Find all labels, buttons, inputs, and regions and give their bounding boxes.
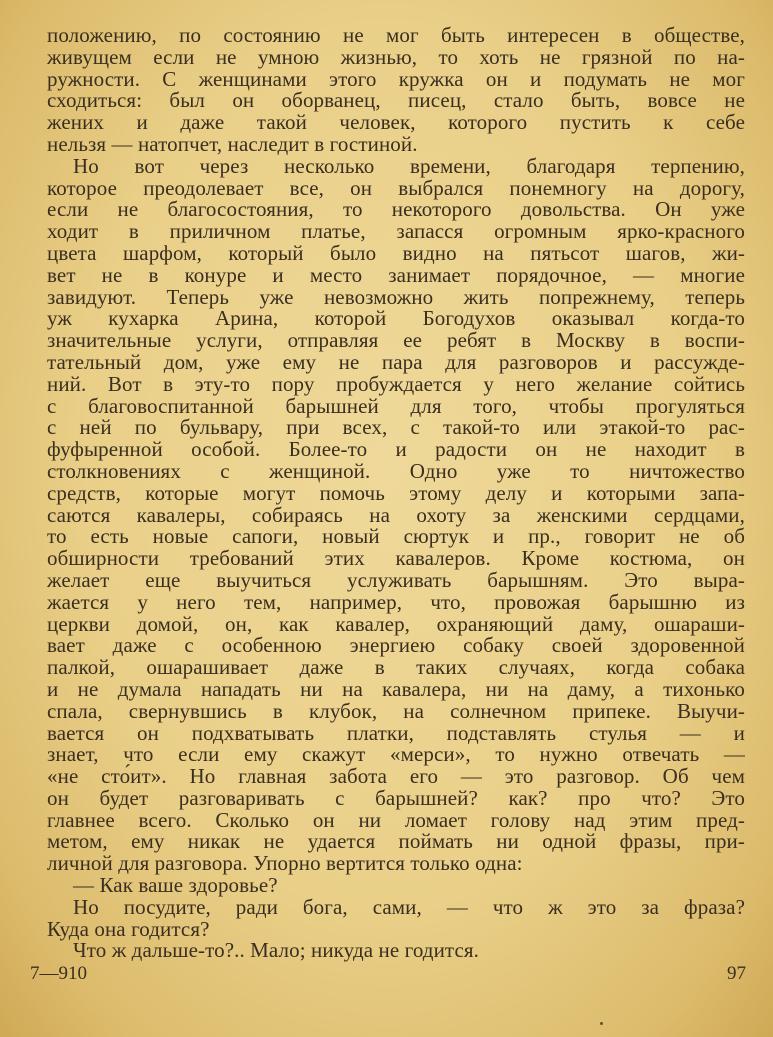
- page-body-text: [47, 25, 745, 962]
- text-line: он будет разговаривать с барышней? как? про что? Это: [47, 785, 745, 810]
- text-line: ходит в приличном платье, запасся огромным ярко-красного: [47, 219, 745, 244]
- text-line: которое преодолевает все, он выбрался понемногу на дорогу,: [47, 175, 745, 200]
- text-line: обширности требований этих кавалеров. Кроме костюма, он: [47, 546, 745, 571]
- text-line: живущем если не умною жизнью, то хоть не грязной по на-: [47, 44, 745, 69]
- text-line: жених и даже такой человек, которого пустить к себе: [47, 110, 745, 135]
- text-line: ний. Вот в эту-то пору пробуждается у него желание сойтись: [47, 371, 745, 396]
- text-line: с благовоспитанной барышней для того, чтобы прогуляться: [47, 393, 745, 418]
- text-line: вается он подхватывать платки, подставлять стулья — и: [47, 720, 745, 745]
- text-line: положению, по состоянию не мог быть интересен в обществе,: [47, 23, 745, 47]
- text-line: знает, что если ему скажут «мерси», то нужно отвечать —: [47, 742, 745, 767]
- text-line: главнее всего. Сколько он ни ломает голову над этим пред-: [47, 807, 745, 832]
- text-line: то есть новые сапоги, новый сюртук и пр., говорит не об: [47, 524, 745, 549]
- paper-speck: [600, 1022, 603, 1025]
- text-line: ружности. С женщинами этого кружка он и подумать не мог: [47, 66, 745, 91]
- text-line: завидуют. Теперь уже невозможно жить попрежнему, теперь: [47, 284, 745, 309]
- text-line: с ней по бульвару, при всех, с такой-то или этакой-то рас-: [47, 415, 745, 440]
- text-line: жается у него тем, например, что, провожая барышню из: [47, 589, 745, 614]
- text-line: «не сто́ит». Но главная забота его — это разговор. Об чем: [47, 764, 745, 789]
- text-line: желает еще выучиться услуживать барышням. Это выра-: [47, 567, 745, 592]
- text-line: сходиться: был он оборванец, писец, стало быть, вовсе не: [47, 88, 745, 113]
- text-line: уж кухарка Арина, которой Богодухов оказывал когда-то: [47, 306, 745, 331]
- text-line: саются кавалеры, собираясь на охоту за женскими сердцами,: [47, 502, 745, 527]
- text-line: столкновениях с женщиной. Одно уже то ничтожество: [47, 458, 745, 483]
- text-line: Но вот через несколько времени, благодаря терпению,: [73, 153, 745, 178]
- text-line: вет не в конуре и место занимает порядочное, — многие: [47, 262, 745, 287]
- text-line: фуфыренной особой. Более-то и радости он не находит в: [47, 437, 745, 462]
- text-line: тательный дом, уже ему не пара для разговоров и рассужде-: [47, 349, 745, 374]
- text-line: Но посудите, ради бога, сами, — что ж это за фраза?: [73, 894, 745, 919]
- text-line: церкви домой, он, как кавалер, охраняющий даму, ошараши-: [47, 611, 745, 636]
- text-line: Что ж дальше-то?.. Мало; никуда не годится.: [73, 938, 479, 963]
- text-line: нельзя — натопчет, наследит в гостиной.: [47, 131, 418, 156]
- page-number: 97: [727, 963, 746, 984]
- text-line: — Как ваше здоровье?: [73, 873, 278, 898]
- text-line: метом, ему никак не удается поймать ни одной фразы, при-: [47, 829, 745, 854]
- text-line: и не думала нападать ни на кавалера, ни на даму, а тихонько: [47, 676, 745, 701]
- text-line: вает даже с особенною энергиею собаку своей здоровенной: [47, 633, 745, 658]
- text-line: значительные услуги, отправляя ее ребят в Москву в воспи-: [47, 328, 745, 353]
- text-line: средств, которые могут помочь этому делу и которыми запа-: [47, 480, 745, 505]
- text-line: палкой, ошарашивает даже в таких случаях, когда собака: [47, 655, 745, 680]
- text-line: если не благосостояния, то некоторого довольства. Он уже: [47, 197, 745, 222]
- text-line: цвета шарфом, который было видно на пятьсот шагов, жи-: [47, 240, 745, 265]
- text-line: личной для разговора. Упорно вертится только одна:: [47, 851, 523, 876]
- text-line: Куда она годится?: [47, 916, 210, 941]
- text-line: спала, свернувшись в клубок, на солнечном припеке. Выучи-: [47, 698, 745, 723]
- printer-signature-mark: 7—910: [30, 963, 87, 984]
